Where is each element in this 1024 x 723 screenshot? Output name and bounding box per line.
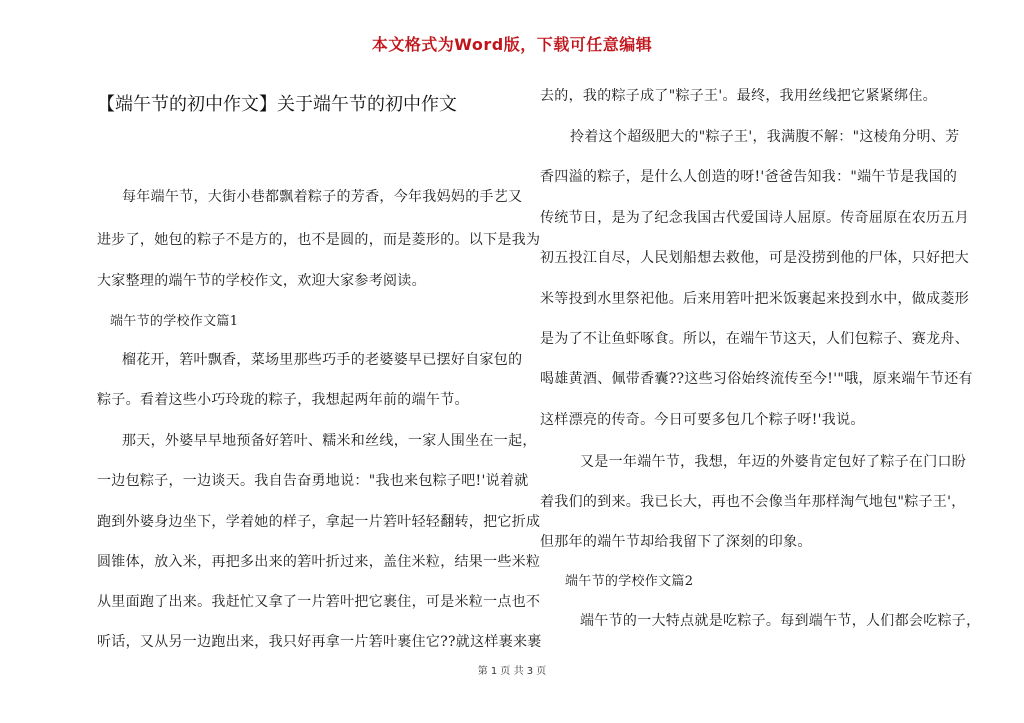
paragraph-line: 这样漂亮的传奇。今日可要多包几个粽子呀!'我说。 [540, 412, 865, 428]
paragraph-line: 喝雄黄酒、佩带香囊??这些习俗始终流传至今!'"哦，原来端午节还有 [540, 371, 973, 387]
paragraph-line: 跑到外婆身边坐下，学着她的样子，拿起一片箬叶轻轻翻转，把它折成 [97, 514, 541, 530]
paragraph-line: 端午节的一大特点就是吃粽子。每到端午节，人们都会吃粽子， [580, 613, 981, 629]
document-title: 【端午节的初中作文】关于端午节的初中作文 [97, 94, 457, 115]
paragraph-line: 香四溢的粽子，是什么人创造的呀!'爸爸告知我："端午节是我国的 [540, 169, 958, 185]
section-heading: 端午节的学校作文篇2 [565, 574, 694, 589]
paragraph-line: 进步了，她包的粽子不是方的，也不是圆的，而是菱形的。以下是我为 [97, 232, 541, 248]
paragraph-line: 着我们的到来。我已长大，再也不会像当年那样淘气地包"粽子王'， [540, 494, 966, 510]
paragraph-line: 从里面跑了出来。我赶忙又拿了一片箬叶把它裹住，可是米粒一点也不 [97, 594, 541, 610]
paragraph-line: 又是一年端午节，我想，年迈的外婆肯定包好了粽子在门口盼 [580, 454, 967, 470]
paragraph-line: 每年端午节，大街小巷都飘着粽子的芳香，今年我妈妈的手艺又 [122, 189, 523, 205]
paragraph-line: 是为了不让鱼虾啄食。所以，在端午节这天，人们包粽子、赛龙舟、 [540, 331, 969, 347]
paragraph-line: 一边包粽子，一边谈天。我自告奋勇地说："我也来包粽子吧!'说着就 [97, 473, 529, 489]
paragraph-line: 那天，外婆早早地预备好箬叶、糯米和丝线，一家人围坐在一起， [122, 433, 537, 449]
paragraph-line: 粽子。看着这些小巧玲珑的粽子，我想起两年前的端午节。 [97, 392, 469, 408]
section-heading: 端午节的学校作文篇1 [110, 314, 239, 329]
paragraph-line: 拎着这个超级肥大的"粽子王'，我满腹不解："这棱角分明、芳 [570, 129, 960, 145]
paragraph-line: 大家整理的端午节的学校作文，欢迎大家参考阅读。 [97, 273, 426, 289]
paragraph-line: 榴花开，箬叶飘香，菜场里那些巧手的老婆婆早已摆好自家包的 [122, 352, 523, 368]
page-number: 第 1 页 共 3 页 [477, 666, 547, 677]
paragraph-line: 但那年的端午节却给我留下了深刻的印象。 [540, 534, 812, 550]
paragraph-line: 传统节日，是为了纪念我国古代爱国诗人屈原。传奇屈原在农历五月 [540, 210, 969, 226]
format-banner: 本文格式为Word版，下载可任意编辑 [371, 35, 653, 54]
paragraph-line: 米等投到水里祭祀他。后来用箬叶把米饭裹起来投到水中，做成菱形 [540, 291, 969, 307]
paragraph-line: 初五投江自尽，人民划船想去救他，可是没捞到他的尸体，只好把大 [540, 250, 969, 266]
paragraph-line: 圆锥体，放入米，再把多出来的箬叶折过来，盖住米粒，结果一些米粒 [97, 554, 541, 570]
paragraph-line: 去的，我的粽子成了"粽子王'。最终，我用丝线把它紧紧绑住。 [540, 88, 937, 104]
paragraph-line: 听话，又从另一边跑出来，我只好再拿一片箬叶裹住它??就这样裹来裹 [97, 634, 542, 650]
